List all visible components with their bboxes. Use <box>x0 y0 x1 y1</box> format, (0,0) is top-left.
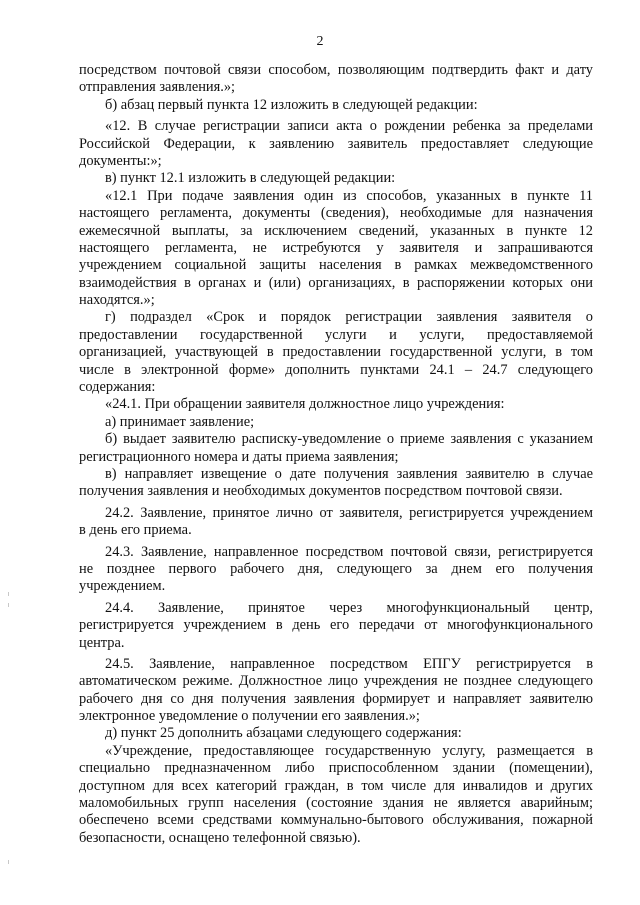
text-line: содержания: <box>79 379 156 396</box>
text-line: 24.3. Заявление, направленное посредством почтовой связи, регистрируется <box>105 543 593 560</box>
text-line: центра. <box>79 634 125 651</box>
scan-mark <box>8 860 9 864</box>
text-line: «12.1 При подаче заявления один из способов, указанных в пункте 11 <box>105 187 593 204</box>
text-line: электронное уведомление о получении его заявления.»; <box>79 708 420 725</box>
page-number: 2 <box>316 34 324 49</box>
text-line: взаимодействия в органах и (или) организациях, в распоряжении которых они <box>79 274 593 291</box>
text-line: автоматическом режиме. Должностное лицо учреждения не позднее следующего <box>79 673 593 690</box>
text-line: находятся.»; <box>79 292 155 309</box>
text-line: специально предназначенном либо приспособленном здании (помещении), <box>79 760 593 777</box>
text-line: организацией, участвующей в предоставлении государственной услуги, в том <box>79 344 593 361</box>
scan-mark <box>8 603 9 607</box>
text-line: настоящего регламента, не истребуются у заявителя и запрашиваются <box>79 239 593 256</box>
text-line: в день его приема. <box>79 522 192 539</box>
text-line: обеспечено всеми средствами коммунально-бытового обслуживания, пожарной <box>79 812 593 829</box>
text-line: не позднее первого рабочего дня, следующего за днем его получения <box>79 560 593 577</box>
text-line: б) абзац первый пункта 12 изложить в следующей редакции: <box>105 96 478 113</box>
text-line: регистрируется учреждением в день его передачи от многофункционального <box>79 617 593 634</box>
text-line: доступном для всех категорий граждан, в том числе для инвалидов и других <box>79 777 593 794</box>
text-line: Российской Федерации, к заявлению заявитель предоставляет следующие <box>79 135 593 152</box>
text-line: в) пункт 12.1 изложить в следующей редакции: <box>105 170 396 187</box>
text-line: 24.4. Заявление, принятое через многофункциональный центр, <box>105 599 593 616</box>
text-line: учреждением социальной защиты населения в рамках межведомственного <box>79 257 593 274</box>
text-line: настоящего регламента, документы (сведения), необходимые для назначения <box>79 205 593 222</box>
scan-mark <box>8 592 9 596</box>
text-line: «24.1. При обращении заявителя должностное лицо учреждения: <box>105 396 505 413</box>
text-line: получения заявления и необходимых документов посредством почтовой связи. <box>79 483 563 500</box>
text-line: рабочего дня со дня получения заявления формирует и направляет заявителю <box>79 690 593 707</box>
text-line: д) пункт 25 дополнить абзацами следующего содержания: <box>105 725 462 742</box>
text-line: «Учреждение, предоставляющее государственную услугу, размещается в <box>105 742 593 759</box>
text-line: документы:»; <box>79 152 162 169</box>
text-line: 24.5. Заявление, направленное посредством ЕПГУ регистрируется в <box>105 655 593 672</box>
text-line: г) подраздел «Срок и порядок регистрации заявления заявителя о <box>105 309 593 326</box>
text-line: в) направляет извещение о дате получения заявления заявителю в случае <box>105 465 593 482</box>
text-line: маломобильных групп населения (состояние здания не является аварийным; <box>79 795 593 812</box>
text-line: числе в электронной форме» дополнить пунктами 24.1 – 24.7 следующего <box>79 361 593 378</box>
document-body <box>79 62 593 847</box>
text-line: 24.2. Заявление, принятое лично от заявителя, регистрируется учреждением <box>105 504 593 521</box>
text-line: отправления заявления.»; <box>79 79 236 96</box>
text-line: учреждением. <box>79 578 166 595</box>
text-line: регистрационного номера и даты приема заявления; <box>79 448 399 465</box>
text-line: «12. В случае регистрации записи акта о рождении ребенка за пределами <box>105 118 593 135</box>
text-line: ежемесячной выплаты, за исключением сведений, указанных в пункте 12 <box>79 222 593 239</box>
text-line: а) принимает заявление; <box>105 413 255 430</box>
text-line: б) выдает заявителю расписку-уведомление о приеме заявления с указанием <box>105 431 593 448</box>
text-line: посредством почтовой связи способом, позволяющим подтвердить факт и дату <box>79 62 593 78</box>
text-line: предоставлении государственной услуги и услуги, предоставляемой <box>79 326 593 343</box>
text-line: безопасности, оснащено телефонной связью). <box>79 829 361 846</box>
